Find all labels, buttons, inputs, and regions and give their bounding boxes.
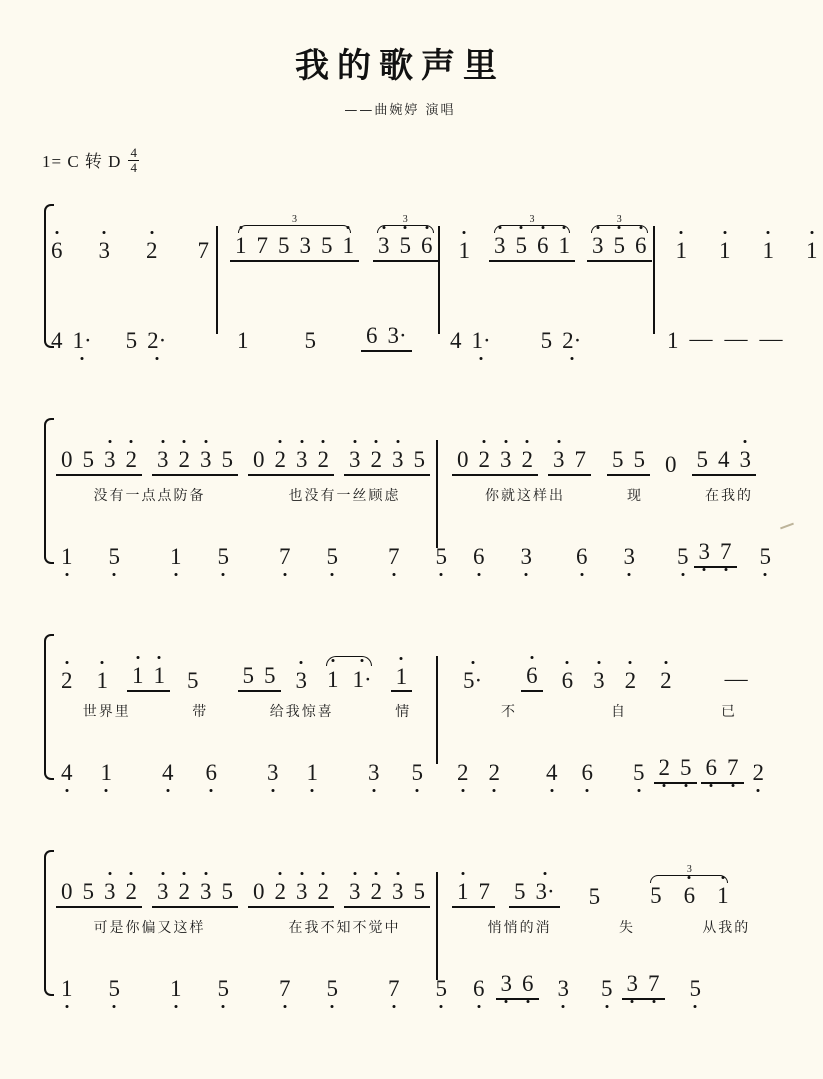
note: 7	[274, 545, 296, 568]
note: 2	[270, 448, 292, 471]
note: 1	[452, 880, 474, 903]
note-extension: —	[759, 326, 783, 351]
note: 7	[383, 545, 405, 568]
beamed-group	[452, 880, 495, 908]
note: 5	[612, 447, 624, 472]
measure	[46, 664, 436, 692]
note: 3 ·	[531, 880, 560, 903]
note: 2	[654, 756, 676, 779]
note: 6	[701, 756, 723, 779]
note: 1	[302, 761, 324, 784]
note: 1	[667, 328, 679, 353]
barline	[653, 226, 655, 334]
note: 2	[517, 448, 539, 471]
note: 3	[291, 880, 313, 903]
note: 5	[321, 233, 333, 258]
measure	[46, 756, 436, 784]
measure	[452, 540, 782, 568]
measure	[216, 214, 438, 262]
note: 1 ·	[348, 667, 377, 692]
note: 2	[56, 669, 78, 692]
note: 5	[104, 977, 126, 1000]
note-extension: —	[724, 326, 748, 351]
note: 5	[431, 545, 453, 568]
triplet-mark: 3	[489, 214, 575, 225]
staff-gap	[46, 262, 800, 296]
lyric-phrase: 情	[395, 704, 412, 720]
note-extension: —	[724, 666, 748, 691]
barline	[438, 226, 440, 334]
note: 1	[338, 234, 360, 257]
note: 6	[532, 234, 554, 257]
note: 1	[391, 665, 413, 692]
measure	[46, 324, 216, 352]
note: 3	[553, 977, 575, 1000]
triplet-group	[373, 214, 438, 262]
note: 3	[195, 880, 217, 903]
note: 6	[468, 545, 490, 568]
barline	[436, 872, 438, 980]
lyric-phrase: 已	[721, 704, 737, 720]
note: 5	[431, 977, 453, 1000]
measure	[46, 972, 452, 1000]
note: 5	[755, 545, 777, 568]
note: 3	[152, 448, 174, 471]
beamed-group	[607, 448, 650, 476]
melody-line	[46, 630, 800, 692]
note: 4	[450, 328, 462, 353]
note: 2 ·	[142, 329, 171, 352]
triplet-mark: 3	[373, 214, 438, 225]
lyric-measure	[46, 698, 448, 724]
note: 2	[655, 669, 677, 692]
note: 1	[165, 545, 187, 568]
note: 3	[99, 448, 121, 471]
bass-line	[46, 944, 800, 1000]
note: 1	[56, 977, 78, 1000]
note: 5	[187, 668, 199, 693]
note: 5	[514, 879, 526, 904]
lyric-measure	[46, 482, 448, 508]
lyrics-line	[46, 482, 800, 508]
note: 7	[274, 977, 296, 1000]
beamed-group	[127, 664, 170, 692]
system-3	[0, 630, 800, 784]
note: 5	[242, 663, 254, 688]
measure	[653, 234, 823, 262]
note: 4	[541, 761, 563, 784]
note: 3	[299, 233, 311, 258]
note: 1 ·	[68, 329, 97, 352]
beamed-group	[692, 448, 757, 476]
triplet-mark: 3	[587, 214, 652, 225]
measure	[436, 448, 766, 476]
system-4	[0, 846, 800, 1000]
note: 6	[577, 761, 599, 784]
note: 5	[322, 545, 344, 568]
note: 6	[679, 884, 701, 907]
note: 7	[256, 233, 268, 258]
beamed-group	[509, 880, 560, 908]
note-extension: —	[689, 326, 713, 351]
note: 5 ·	[458, 669, 487, 692]
measure	[216, 324, 431, 352]
lyric-phrase: 在我的	[705, 488, 753, 504]
note: 6	[46, 239, 68, 262]
triplet-mark: 3	[230, 214, 359, 225]
note: 6	[201, 761, 223, 784]
note: 5	[696, 447, 708, 472]
lyric-measure	[448, 914, 790, 940]
note: 5	[633, 447, 645, 472]
note: 5	[685, 977, 707, 1000]
beamed-group	[344, 880, 430, 908]
beamed-group	[694, 540, 737, 568]
note: 2	[474, 448, 496, 471]
lyric-phrase: 从我的	[702, 920, 751, 936]
note: 3	[94, 239, 116, 262]
beamed-group	[230, 234, 359, 262]
note: 5	[221, 447, 233, 472]
lyric-phrase: 你就这样出	[485, 488, 565, 504]
beamed-group	[622, 972, 665, 1000]
note: 1	[165, 977, 187, 1000]
beamed-group	[701, 756, 744, 784]
note: 3	[495, 448, 517, 471]
note: 5	[540, 328, 553, 353]
note: 6	[557, 669, 579, 692]
slur-group	[322, 668, 377, 692]
note: 5	[672, 545, 694, 568]
note: 0	[61, 447, 73, 472]
note: 6	[366, 323, 378, 348]
lyric-measure	[448, 698, 790, 724]
note: 3	[516, 545, 538, 568]
note: 2	[313, 448, 335, 471]
beamed-group	[344, 448, 430, 476]
note: 5	[588, 884, 601, 909]
lyric-phrase: 失	[618, 920, 635, 936]
time-signature-denominator: 4	[130, 159, 137, 175]
note: 1	[801, 239, 823, 262]
measure	[436, 864, 766, 909]
note: 2	[270, 880, 292, 903]
note: 6	[630, 234, 652, 257]
note: 5	[221, 879, 233, 904]
note: 2	[366, 448, 388, 471]
note: 1	[237, 328, 249, 353]
note: 1	[554, 234, 576, 257]
note: 3	[195, 448, 217, 471]
note: 2	[174, 448, 196, 471]
note: 3	[387, 880, 409, 903]
lyric-phrase: 自	[611, 704, 627, 720]
note: 5	[264, 663, 276, 688]
note: 5	[322, 977, 344, 1000]
lyric-measure	[448, 482, 790, 508]
page-title: 我的歌声里	[295, 46, 505, 86]
triplet-group	[230, 214, 359, 262]
note: 6	[468, 977, 490, 1000]
beamed-group	[654, 756, 697, 784]
measure	[452, 972, 782, 1000]
melody-line	[46, 200, 818, 263]
measure	[431, 324, 646, 352]
barline	[436, 440, 438, 548]
note: 7	[478, 879, 490, 904]
note: 1	[671, 239, 693, 262]
time-signature	[128, 146, 139, 174]
note: 1	[149, 664, 171, 687]
beamed-group	[238, 664, 281, 692]
note: 1	[758, 239, 780, 262]
note: 1	[96, 761, 118, 784]
lyric-measure	[46, 914, 448, 940]
note: 6	[517, 972, 539, 995]
note: 0	[457, 447, 469, 472]
note: 2	[620, 669, 642, 692]
note: 0	[253, 447, 265, 472]
note: 3	[619, 545, 641, 568]
note: 1	[230, 234, 252, 257]
lyrics-line	[46, 698, 800, 724]
note: 3	[588, 669, 610, 692]
beamed-group	[521, 664, 543, 692]
note: 7	[197, 238, 209, 263]
note: 3	[344, 448, 366, 471]
note: 3	[622, 972, 644, 995]
lyric-phrase: 带	[192, 704, 209, 720]
beamed-group	[489, 234, 575, 262]
note: 3	[489, 234, 511, 257]
note: 7	[715, 540, 737, 563]
note: 5	[125, 328, 138, 353]
barline	[216, 226, 218, 334]
note: 1 ·	[467, 329, 496, 352]
measure	[438, 214, 653, 263]
system-2	[0, 414, 800, 568]
note: 2	[452, 761, 474, 784]
note: 4	[51, 328, 63, 353]
note: 5	[609, 234, 631, 257]
time-signature-numerator: 4	[130, 144, 137, 160]
triplet-mark: 3	[645, 864, 734, 875]
page-subtitle: ——曲婉婷 演唱	[344, 103, 456, 118]
note: 3	[99, 880, 121, 903]
measure	[46, 880, 436, 908]
lyric-phrase: 现	[627, 488, 643, 504]
note: 5	[213, 545, 235, 568]
triplet-group	[645, 864, 734, 908]
lyric-phrase: 世界里	[82, 704, 131, 720]
note: 3	[587, 234, 609, 257]
note: 7	[722, 756, 744, 779]
beamed-group	[56, 448, 142, 476]
measure	[46, 448, 436, 476]
lyrics-line	[46, 914, 800, 940]
beamed-group	[152, 448, 238, 476]
beamed-group	[548, 448, 591, 476]
note: 0	[253, 879, 265, 904]
beamed-group	[56, 880, 142, 908]
beamed-group	[152, 880, 238, 908]
note: 3	[152, 880, 174, 903]
note: 1	[92, 669, 114, 692]
note: 1	[714, 239, 736, 262]
note: 0	[665, 452, 677, 477]
lyric-phrase: 没有一点点防备	[93, 488, 206, 504]
note: 3	[694, 540, 716, 563]
melody-line	[46, 414, 800, 476]
system-1	[0, 200, 818, 353]
note: 1	[322, 667, 344, 692]
beamed-group	[496, 972, 539, 1000]
note: 6	[416, 234, 438, 257]
note: 3	[344, 880, 366, 903]
note: 6	[571, 545, 593, 568]
beamed-group	[452, 448, 538, 476]
note: 5	[278, 233, 290, 258]
note: 7	[643, 972, 665, 995]
note: 7	[574, 447, 586, 472]
measure	[46, 540, 452, 568]
note: 5	[407, 761, 429, 784]
note: 7	[383, 977, 405, 1000]
beamed-group	[587, 234, 652, 262]
lyric-phrase: 不	[501, 704, 517, 720]
note: 1	[454, 239, 476, 262]
note: 5	[304, 328, 316, 353]
note: 1	[712, 884, 734, 907]
note: 2	[141, 239, 163, 262]
note: 3	[548, 448, 570, 471]
measure	[646, 324, 806, 352]
beamed-group	[373, 234, 438, 262]
lyric-phrase: 可是你偏又这样	[93, 920, 206, 936]
triplet-group	[587, 214, 652, 262]
note: 3	[496, 972, 518, 995]
note: 5	[628, 761, 650, 784]
note: 2 ·	[557, 329, 586, 352]
note: 2	[748, 761, 770, 784]
note: 4	[56, 761, 78, 784]
note: 3	[735, 448, 757, 471]
bass-line	[46, 512, 800, 568]
note: 5	[82, 879, 94, 904]
beamed-group	[248, 448, 334, 476]
note: 5	[413, 447, 425, 472]
beamed-group	[361, 324, 412, 352]
bass-line	[46, 728, 800, 784]
measure	[436, 664, 766, 692]
note: 3 ·	[383, 324, 412, 347]
note: 2	[121, 880, 143, 903]
note: 3	[291, 448, 313, 471]
note: 5	[82, 447, 94, 472]
lyric-phrase: 也没有一丝顾虑	[288, 488, 401, 504]
lyric-phrase: 给我惊喜	[269, 704, 334, 720]
measure	[46, 234, 216, 262]
note: 3	[363, 761, 385, 784]
note: 5	[104, 545, 126, 568]
sheet-music-page	[0, 38, 818, 1079]
melody-line	[46, 846, 800, 908]
note: 6	[521, 664, 543, 687]
note: 4	[157, 761, 179, 784]
beamed-group	[248, 880, 334, 908]
note: 3	[291, 669, 313, 692]
note: 2	[313, 880, 335, 903]
note: 5	[213, 977, 235, 1000]
note: 5	[395, 234, 417, 257]
note: 1	[56, 545, 78, 568]
lyric-phrase: 悄悄的消	[487, 920, 552, 936]
key-signature: 1= C 转 D	[42, 151, 122, 171]
note: 2	[366, 880, 388, 903]
measure	[436, 756, 769, 784]
note: 3	[387, 448, 409, 471]
note: 2	[121, 448, 143, 471]
beamed-group	[645, 884, 734, 907]
note: 5	[675, 756, 697, 779]
note: 5	[650, 883, 662, 908]
triplet-group	[489, 214, 575, 262]
note: 2	[484, 761, 506, 784]
note: 2	[174, 880, 196, 903]
key-and-time-signature	[42, 144, 800, 174]
note: 0	[61, 879, 73, 904]
note: 3	[262, 761, 284, 784]
lyric-phrase: 在我不知不觉中	[288, 920, 401, 936]
note: 4	[718, 447, 730, 472]
barline	[436, 656, 438, 764]
note: 5	[413, 879, 425, 904]
note: 5	[511, 234, 533, 257]
note: 1	[127, 664, 149, 687]
note: 5	[596, 977, 618, 1000]
bass-line	[46, 296, 800, 352]
note: 3	[373, 234, 395, 257]
